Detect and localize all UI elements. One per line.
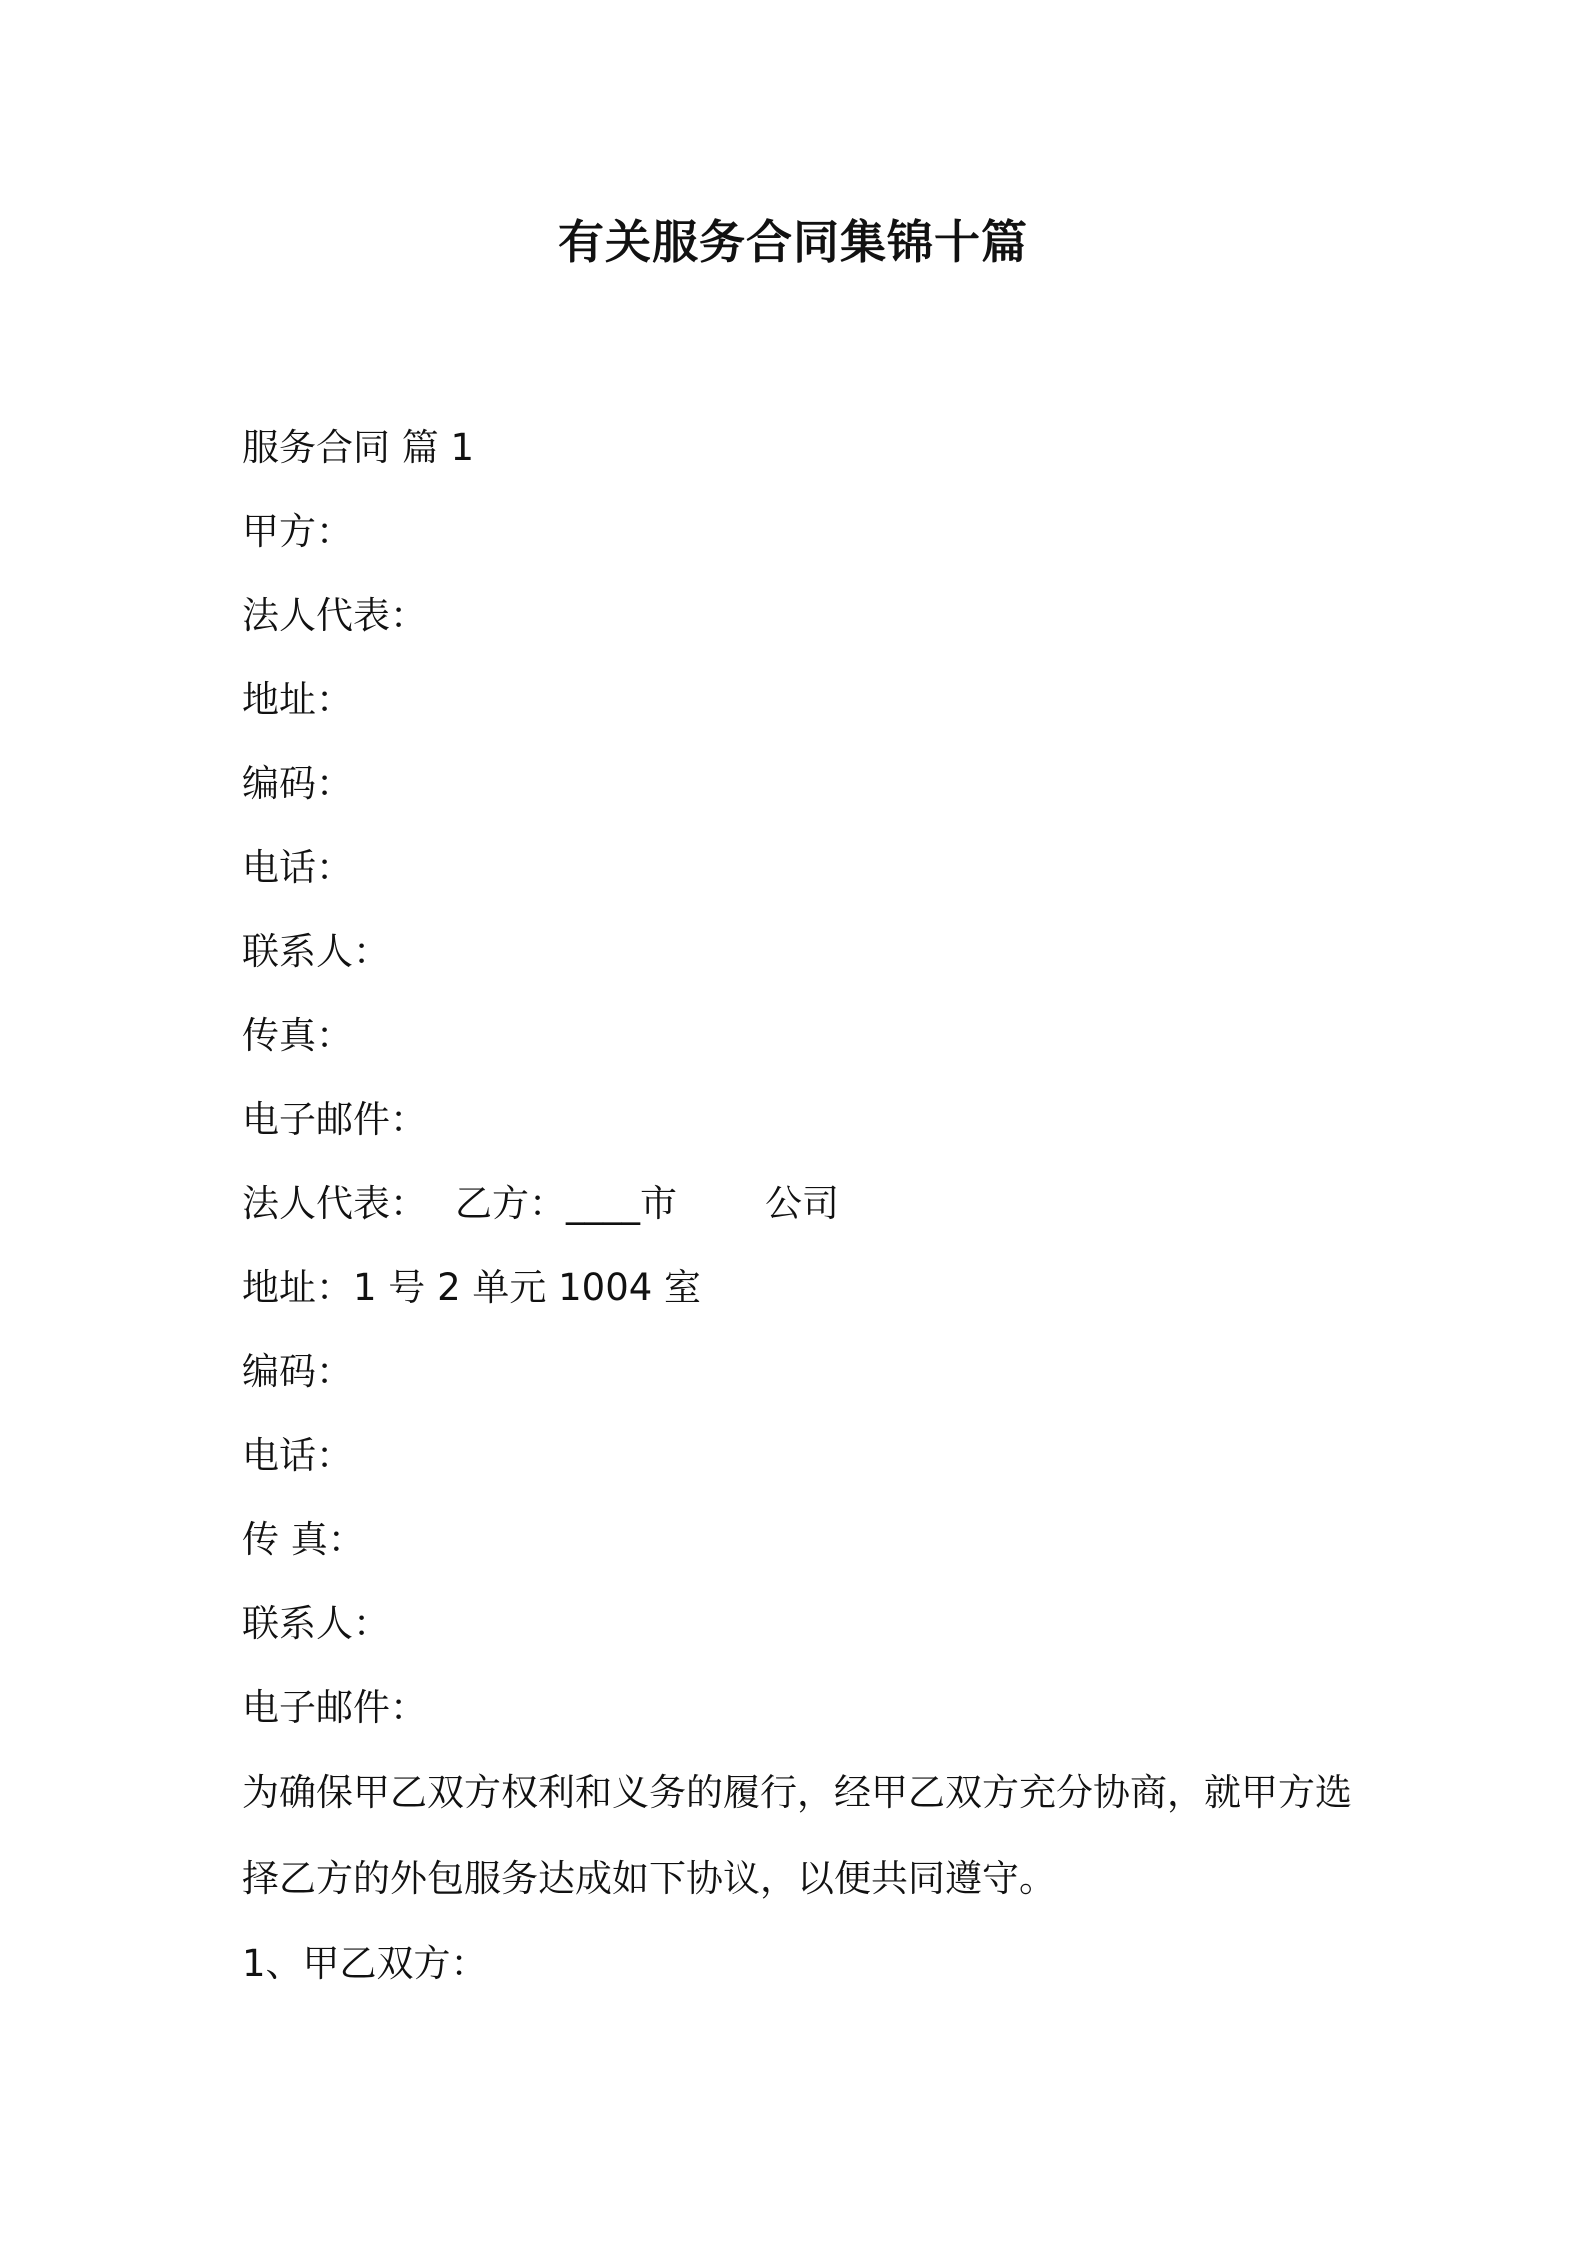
- party-a-address: 地址：: [242, 678, 353, 721]
- party-a-label: 甲方：: [242, 510, 353, 553]
- party-b-line: [242, 1162, 1362, 1246]
- party-b-contact: 联系人：: [242, 1602, 390, 1645]
- party-b-postcode: 编码：: [242, 1350, 353, 1393]
- section-1-heading: 1、甲乙双方：: [242, 1942, 488, 1985]
- party-b-legal-rep: 法人代表：: [242, 1182, 427, 1225]
- party-b-fax: 传 真：: [242, 1518, 365, 1561]
- contract-heading: 服务合同 篇 1: [242, 426, 475, 469]
- party-a-postcode: 编码：: [242, 762, 353, 805]
- party-a-fax: 传真：: [242, 1014, 353, 1057]
- party-a-phone: 电话：: [242, 846, 353, 889]
- document-title: 有关服务合同集锦十篇: [558, 215, 1028, 269]
- party-b-phone: 电话：: [242, 1434, 353, 1477]
- party-b-address: 地址：1 号 2 单元 1004 室: [242, 1266, 702, 1309]
- party-a-legal-rep: 法人代表：: [242, 594, 427, 637]
- document-body: [242, 406, 1362, 2006]
- party-a-contact: 联系人：: [242, 930, 390, 973]
- party-b-company: 公司: [765, 1182, 839, 1225]
- party-b-label: 乙方：____市: [455, 1182, 677, 1225]
- party-b-email: 电子邮件：: [242, 1686, 427, 1729]
- party-a-email: 电子邮件：: [242, 1098, 427, 1141]
- agreement-paragraph: 为确保甲乙双方权利和义务的履行，经甲乙双方充分协商，就甲方选择乙方的外包服务达成如下协议，以便共同遵守。: [242, 1771, 1352, 1900]
